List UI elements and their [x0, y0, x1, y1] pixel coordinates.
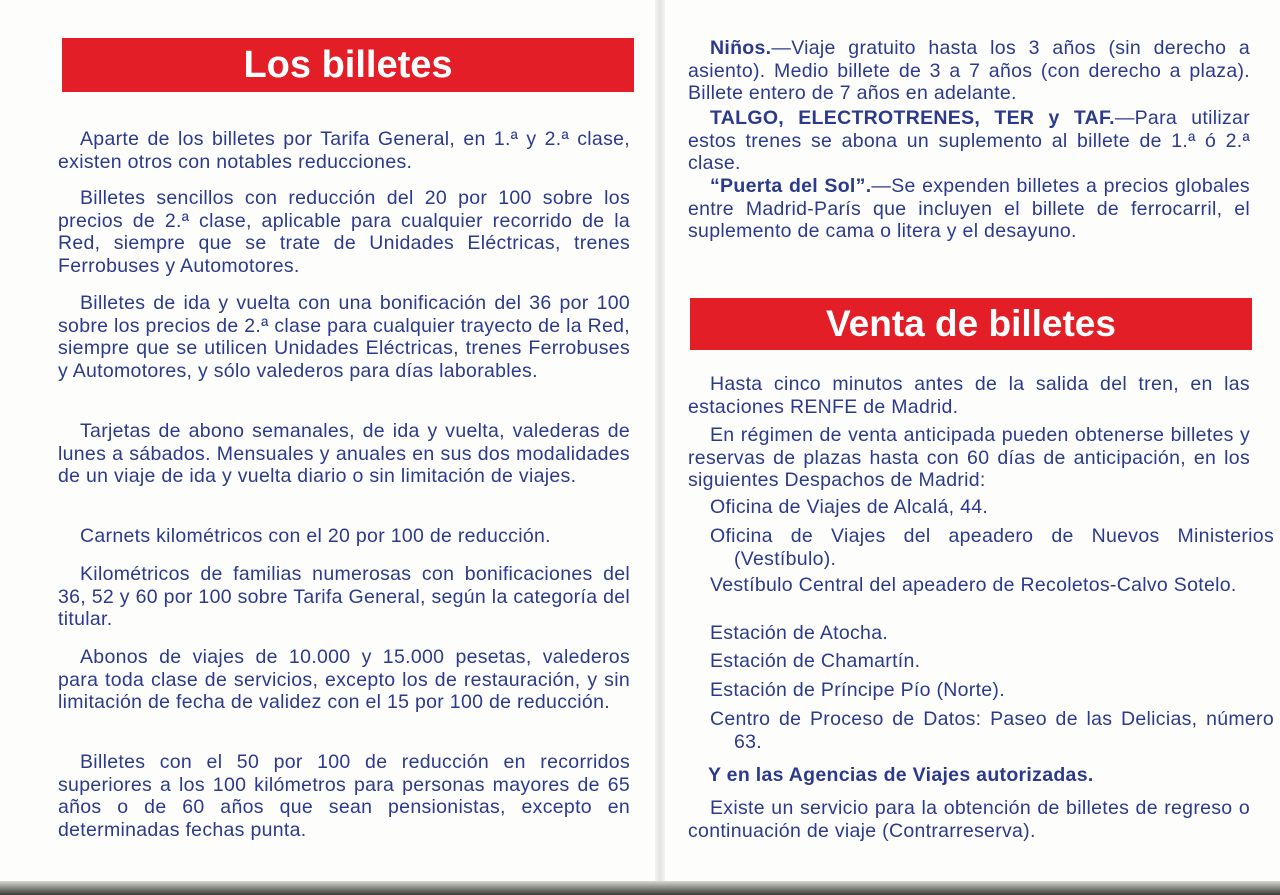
paragraph-carnets: Carnets kilométricos con el 20 por 100 de reducción. — [80, 525, 551, 547]
paragraph-talgo — [688, 107, 1250, 175]
agencias-de-viajes: Y en las Agencias de Viajes autorizadas. — [708, 764, 1094, 786]
talgo-text: —Para utilizar estos trenes se abona un suplemento al billete de 1.ª ó 2.ª clase. — [688, 107, 1250, 175]
puerta-label: “Puerta del Sol”. — [710, 175, 872, 197]
paragraph-ida-vuelta: Billetes de ida y vuelta con una bonificación del 36 por 100 sobre los precios de 2.ª clase para cualquier trayecto de la Red, siempre que se utilicen Unidades Eléctricas, trenes Ferrobuses y Automotores, y sólo valederos para días laborables. — [58, 292, 630, 382]
office-centro-proceso-datos: Centro de Proceso de Datos: Paseo de las Delicias, número 63. — [710, 708, 1274, 753]
paragraph-contrarreserva: Existe un servicio para la obtención de billetes de regreso o continuación de viaje (Contrarreserva). — [688, 797, 1250, 842]
paragraph-billetes-sencillos: Billetes sencillos con reducción del 20 por 100 sobre los precios de 2.ª clase, aplicable para cualquier recorrido de la Red, siempre que se trate de Unidades Eléctricas, trenes Ferrobuses y Automotores. — [58, 187, 630, 277]
section-title-los-billetes: Los billetes — [62, 38, 634, 92]
paragraph-venta-anticipada: En régimen de venta anticipada pueden obtenerse billetes y reservas de plazas hasta con 60 días de anticipación, en los siguientes Despachos de Madrid: — [688, 424, 1250, 492]
paragraph-ninos — [688, 37, 1250, 105]
office-principe-pio: Estación de Príncipe Pío (Norte). — [710, 679, 1005, 701]
office-atocha: Estación de Atocha. — [710, 622, 889, 644]
book-bottom-edge — [0, 881, 1280, 895]
office-recoletos: Vestíbulo Central del apeadero de Recoletos-Calvo Sotelo. — [710, 574, 1237, 596]
office-nuevos-ministerios: Oficina de Viajes del apeadero de Nuevos Ministerios (Vestíbulo). — [710, 525, 1274, 570]
ninos-text: —Viaje gratuito hasta los 3 años (sin derecho a asiento). Medio billete de 3 a 7 años (con derecho a plaza). Billete entero de 7 años en adelante. — [688, 37, 1250, 105]
paragraph-hasta-cinco-minutos: Hasta cinco minutos antes de la salida del tren, en las estaciones RENFE de Madrid. — [688, 373, 1250, 418]
office-chamartin: Estación de Chamartín. — [710, 650, 921, 672]
puerta-text: —Se expenden billetes a precios globales entre Madrid-París que incluyen el billete de ferrocarril, el suplemento de cama o litera y el desayuno. — [688, 175, 1250, 243]
talgo-label: TALGO, ELECTROTRENES, TER y TAF. — [710, 107, 1115, 129]
paragraph-intro: Aparte de los billetes por Tarifa General, en 1.ª y 2.ª clase, existen otros con notables reducciones. — [58, 128, 630, 173]
paragraph-familias-numerosas: Kilométricos de familias numerosas con bonificaciones del 36, 52 y 60 por 100 sobre Tarifa General, según la categoría del titular. — [58, 563, 630, 631]
ninos-label: Niños. — [710, 37, 772, 59]
paragraph-mayores: Billetes con el 50 por 100 de reducción en recorridos superiores a los 100 kilómetros para personas mayores de 65 años o de 60 años que sean pensionistas, excepto en determinadas fechas punta. — [58, 751, 630, 841]
office-alcala: Oficina de Viajes de Alcalá, 44. — [710, 496, 989, 518]
section-title-venta-de-billetes: Venta de billetes — [690, 298, 1252, 350]
right-page — [660, 0, 1280, 895]
paragraph-puerta-del-sol — [688, 175, 1250, 243]
paragraph-tarjetas-abono: Tarjetas de abono semanales, de ida y vuelta, valederas de lunes a sábados. Mensuales y anuales en sus dos modalidades de un viaje de ida y vuelta diario o sin limitación de viajes. — [58, 420, 630, 488]
paragraph-abonos-viajes: Abonos de viajes de 10.000 y 15.000 pesetas, valederos para toda clase de servicios, excepto los de restauración, y sin limitación de fecha de validez con el 15 por 100 de reducción. — [58, 646, 630, 714]
